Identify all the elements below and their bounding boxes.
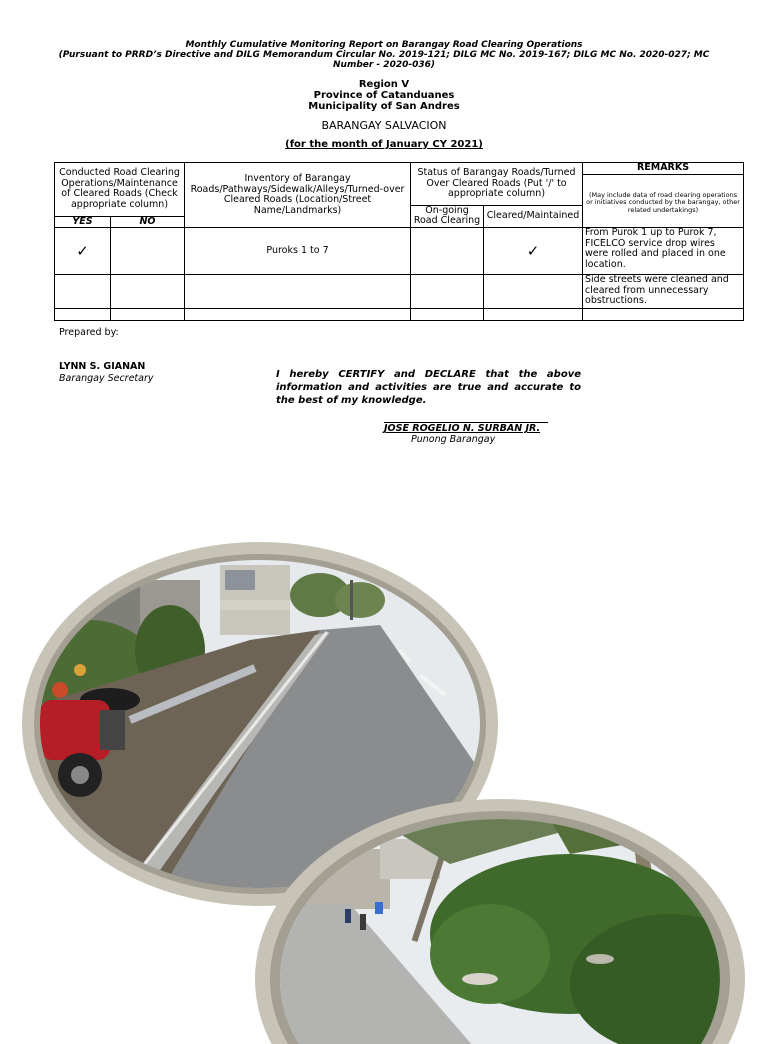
row1-cleared-checkmark: ✓ [484,228,583,275]
table-row [55,275,744,309]
subheader-no: NO [111,216,185,228]
certification-text: I hereby CERTIFY and DECLARE that the above information and activities are true and accurate to the best of my knowledge. [276,369,581,406]
row2-inventory [185,275,411,309]
row1-no [111,228,185,275]
row3-ongoing [411,309,484,321]
table-row [55,228,744,275]
row3-cleared [484,309,583,321]
row2-no [111,275,185,309]
punong-barangay-title: Punong Barangay [411,434,496,445]
row3-remarks [583,309,744,321]
province: Province of Catanduanes [313,90,455,101]
punong-barangay-name: JOSE ROGELIO N. SURBAN JR. [384,423,541,434]
municipality: Municipality of San Andres [308,101,460,112]
report-subtitle: (Pursuant to PRRD’s Directive and DILG Memorandum Circular No. 2019-121; DILG MC No. 2019-167; DILG MC No. 2020-027; MC Number - 2020-036) [58,50,710,70]
row2-cleared [484,275,583,309]
secretary-title: Barangay Secretary [59,373,154,384]
row1-inventory: Puroks 1 to 7 [185,228,411,275]
road-clearing-photo-2 [250,794,750,1044]
col-header-remarks: REMARKS [583,163,744,175]
col-header-conducted: Conducted Road Clearing Operations/Maintenance of Cleared Roads (Check appropriate column) [55,163,185,217]
row1-yes-checkmark: ✓ [55,228,111,275]
row1-ongoing [411,228,484,275]
barangay: BARANGAY SALVACION [321,119,447,132]
row3-yes [55,309,111,321]
row3-inventory [185,309,411,321]
prepared-by-label: Prepared by: [59,327,119,338]
report-title: Monthly Cumulative Monitoring Report on Barangay Road Clearing Operations [185,40,583,50]
row2-remarks: Side streets were cleaned and cleared from unnecessary obstructions. [583,275,744,309]
report-month: (for the month of January CY 2021) [285,139,483,150]
row3-no [111,309,185,321]
remarks-note-cell [583,174,744,228]
region: Region V [358,79,410,90]
report-table [54,162,744,321]
row1-remarks: From Purok 1 up to Purok 7, FICELCO service drop wires were rolled and placed in one location. [583,228,744,275]
subheader-ongoing: On-going Road Clearing [411,205,484,228]
col-header-status: Status of Barangay Roads/Turned Over Cleared Roads (Put '/' to appropriate column) [411,163,583,206]
col-header-inventory: Inventory of Barangay Roads/Pathways/Sidewalk/Alleys/Turned-over Cleared Roads (Location/Street Name/Landmarks) [185,163,411,228]
row2-yes [55,275,111,309]
remarks-note: (May include data of road clearing operations or initiatives conducted by the barangay, other related undertakings) [586,190,740,214]
table-row [55,309,744,321]
secretary-name: LYNN S. GIANAN [59,361,146,372]
row2-ongoing [411,275,484,309]
subheader-yes: YES [55,216,111,228]
subheader-cleared: Cleared/Maintained [484,205,583,228]
